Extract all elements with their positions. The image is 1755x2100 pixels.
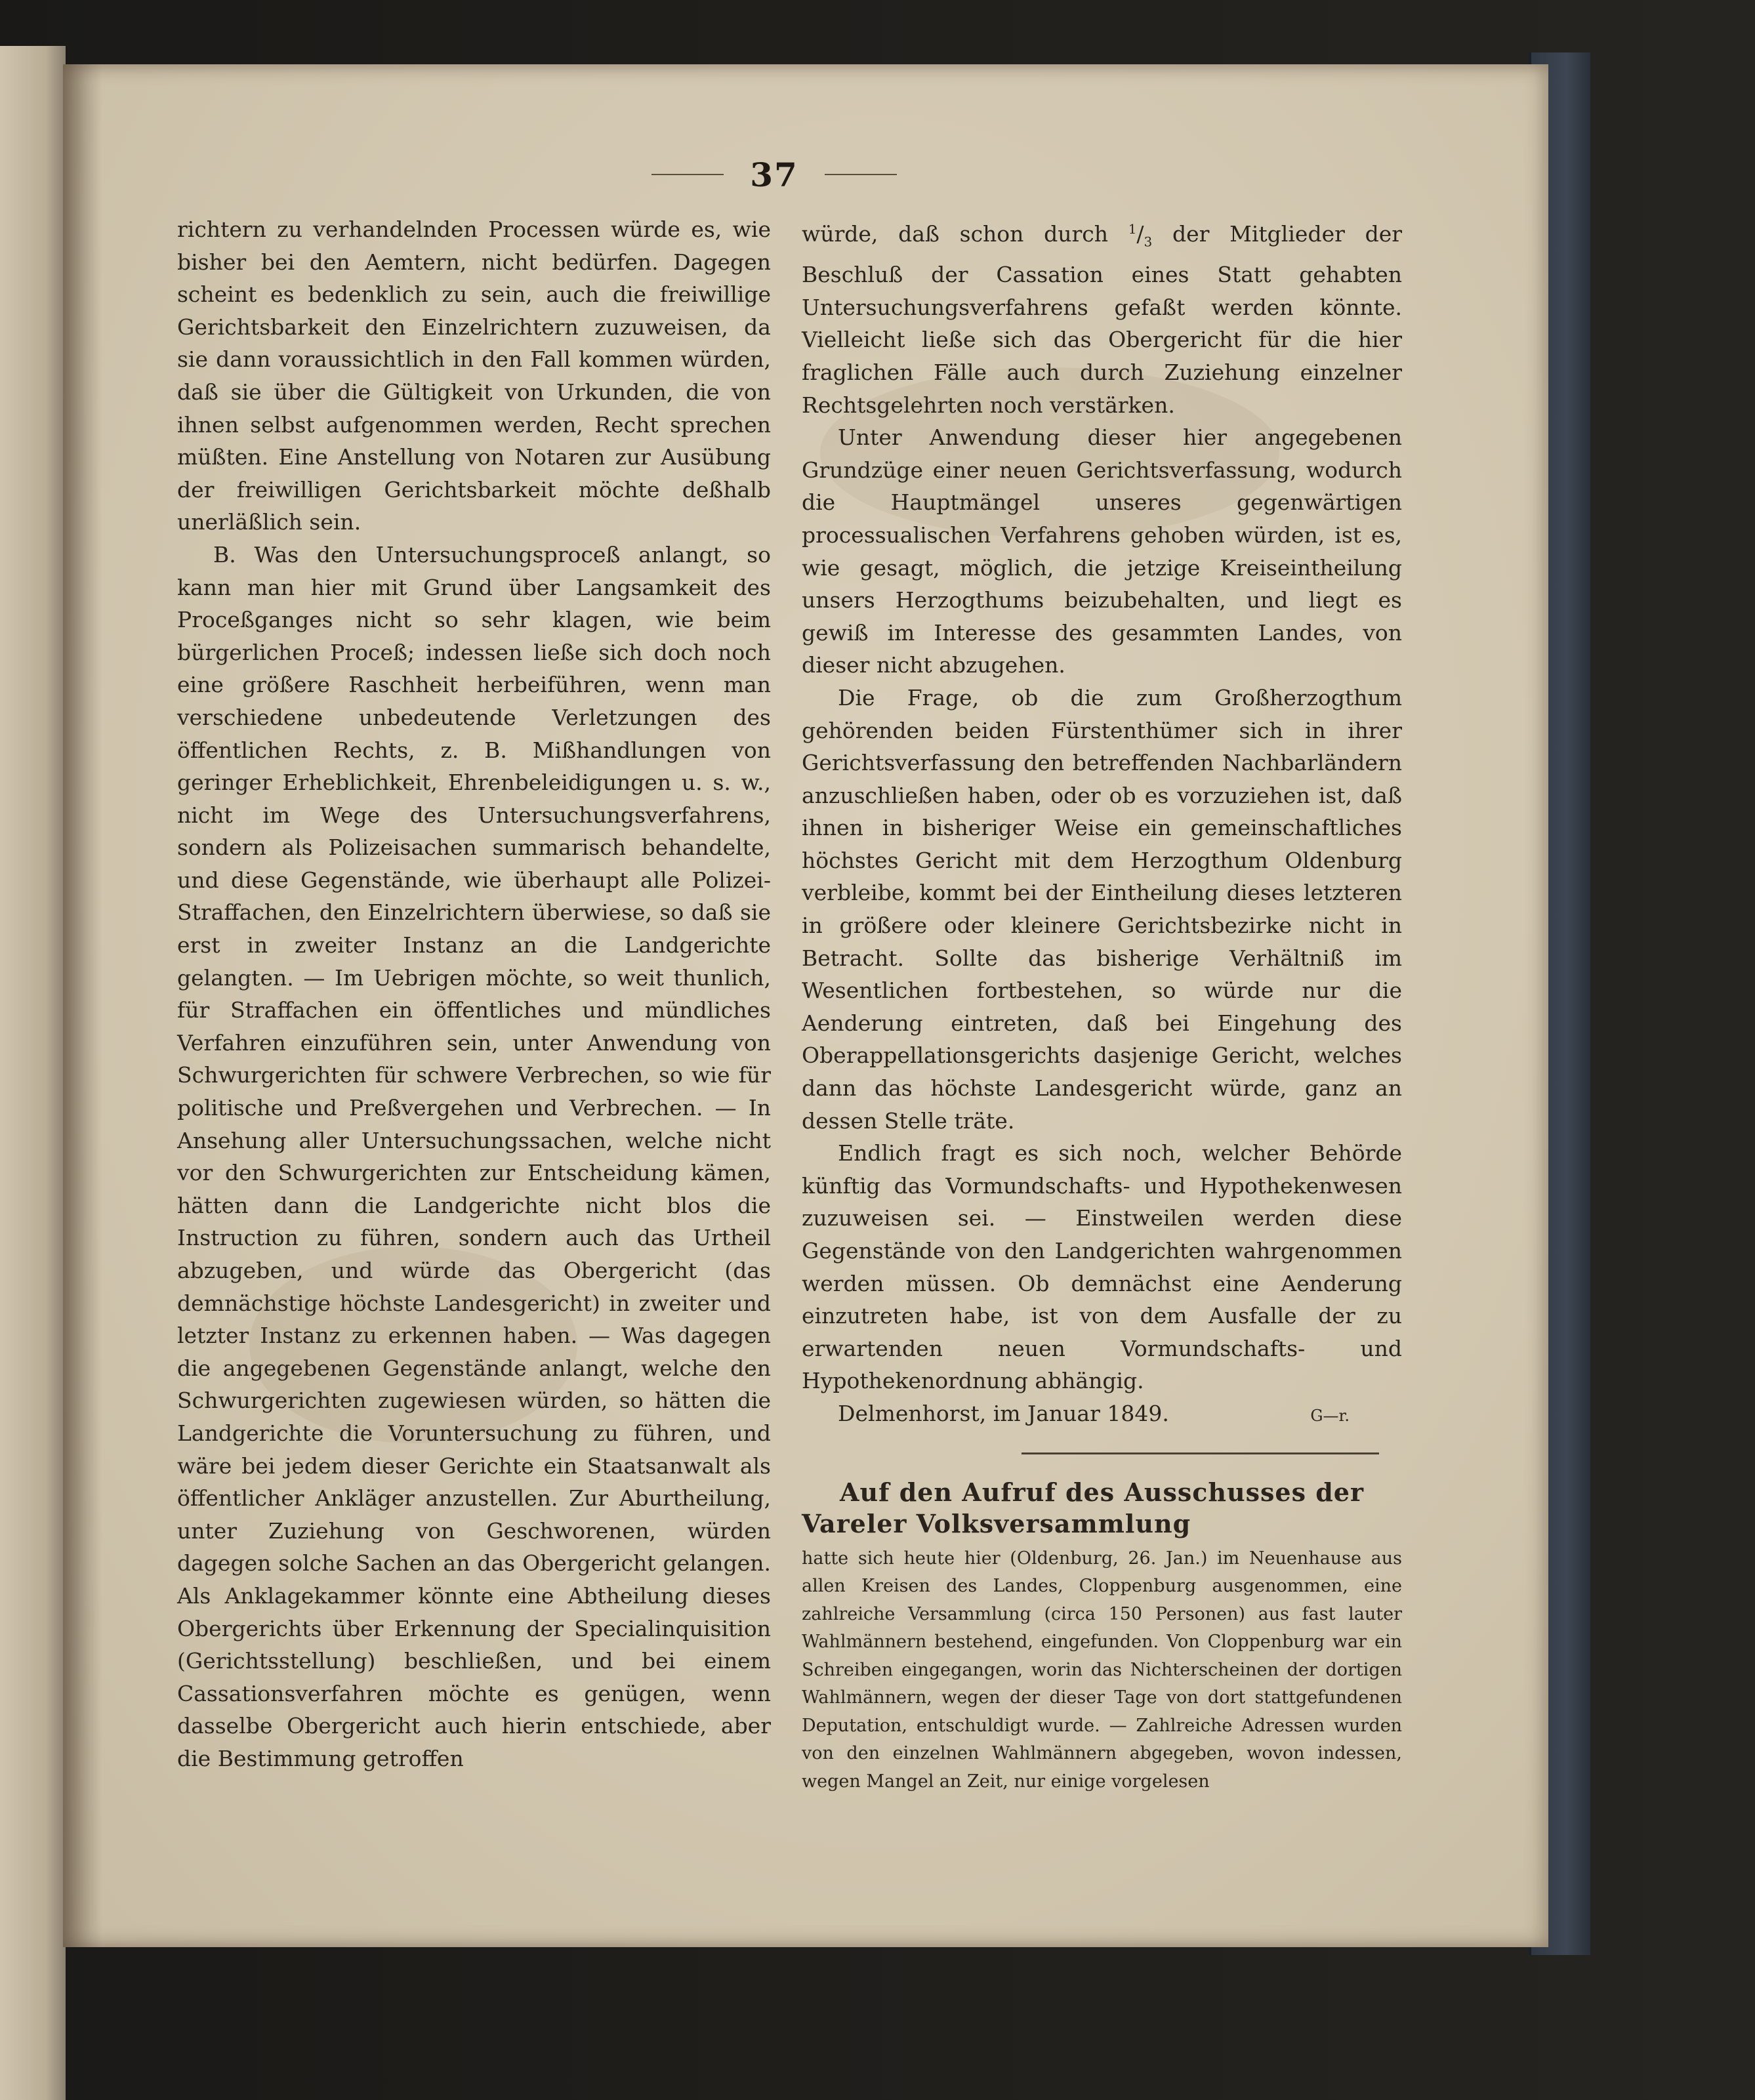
page-number: 37 [750,155,798,194]
signature-line [802,1397,1402,1433]
paragraph [802,213,1402,421]
left-column [177,213,771,1775]
article-heading: Auf den Aufruf des Ausschusses der Vareler Volksversammlung [802,1477,1364,1538]
header-rule-right [825,174,897,175]
text-run: der Mitglieder der Beschluß der Cassation eines Statt gehabten Untersuchungsverfahrens gefaßt werden könnte. Vielleicht ließe sich das Obergericht für die hier fraglichen Fälle auch durch Zuziehung einzelner Rechtsgelehrten noch verstärken. [802,221,1402,418]
paragraph: Die Frage, ob die zum Großherzogthum gehörenden beiden Fürstenthümer sich in ihrer Gerichtsverfassung den betreffenden Nachbarländern anzuschließen haben, oder ob es vorzuziehen ist, daß ihnen in bisheriger Weise ein gemeinschaftliches höchstes Gericht mit dem Herzogthum Oldenburg verbleibe, kommt bei der Eintheilung dieses letzteren in größere oder kleinere Gerichtsbezirke nicht in Betracht. Sollte das bisherige Verhältniß im Wesentlichen fortbestehen, so würde nur die Aenderung eintreten, daß bei Eingehung des Oberappellationsgerichts dasjenige Gericht, welches dann das höchste Landesgericht würde, ganz an dessen Stelle träte. [802,684,1402,1134]
text-run: würde, daß schon durch [802,221,1128,247]
right-column [802,213,1402,1796]
fraction-numerator: 1 [1128,221,1137,237]
paragraph: Endlich fragt es sich noch, welcher Behörde künftig das Vormundschafts- und Hypothekenwesen zuzuweisen sei. — Einstweilen werden diese Gegenstände von den Landgerichten wahrgenommen werden müssen. Ob demnächst eine Aenderung einzutreten habe, ist von dem Ausfalle der zu erwartenden neuen Vormundschafts- und Hypothekenordnung abhängig. [802,1140,1402,1394]
article-body: hatte sich heute hier (Oldenburg, 26. Jan.) im Neuenhause aus allen Kreisen des Landes, Cloppenburg ausgenommen, eine zahlreiche Versammlung (circa 150 Personen) aus fast lauter Wahlmännern bestehend, eingefunden. Von Cloppenburg war ein Schreiben eingegangen, worin das Nichterscheinen der dortigen Wahlmännern, wegen der dieser Tage von dort stattgefundenen Deputation, entschuldigt wurde. — Zahlreiche Adressen wurden von den einzelnen Wahlmännern abgegeben, wovon indessen, wegen Mangel an Zeit, nur einige vorgelesen [802,1548,1402,1792]
header-rule-left [651,174,724,175]
page-header [617,155,932,194]
paragraph: B. Was den Untersuchungsproceß anlangt, so kann man hier mit Grund über Langsamkeit des Proceßganges nicht so sehr klagen, wie beim bürgerlichen Proceß; indessen ließe sich doch noch eine größere Raschheit herbeiführen, wenn man verschiedene unbedeutende Verletzungen des öffentlichen Rechts, z. B. Mißhandlungen von geringer Erheblichkeit, Ehrenbeleidigungen u. s. w., nicht im Wege des Untersuchungsverfahrens, sondern als Polizeisachen summarisch behandelte, und diese Gegenstände, wie überhaupt alle Polizei-Straffachen, den Einzelrichtern überwiese, so daß sie erst in zweiter Instanz an die Landgerichte gelangten. — Im Uebrigen möchte, so weit thunlich, für Straffachen ein öffentliches und mündliches Verfahren einzuführen sein, unter Anwendung von Schwurgerichten für schwere Verbrechen, so wie für politische und Preßvergehen und Verbrechen. — In Ansehung aller Untersuchungssachen, welche nicht vor den Schwurgerichten zur Entscheidung kämen, hätten dann die Landgerichte nicht blos die Instruction zu führen, sondern auch das Urtheil abzugeben, und würde das Obergericht (das demnächstige höchste Landesgericht) in zweiter und letzter Instanz zu erkennen haben. — Was dagegen die angegebenen Gegenstände anlangt, welche den Schwurgerichten zugewiesen würden, so hätten die Landgerichte die Voruntersuchung zu führen, und wäre bei jedem dieser Gerichte ein Staatsanwalt als öffentlicher Ankläger anzustellen. Zur Aburtheilung, unter Zuziehung von Geschworenen, würden dagegen solche Sachen an das Obergericht gelangen. Als Anklagekammer könnte eine Abtheilung dieses Obergerichts über Erkennung der Specialinquisition (Gerichtsstellung) beschließen, und bei einem Cassationsverfahren möchte es genügen, wenn dasselbe Obergericht auch hierin entschiede, aber die Bestimmung getroffen [177,541,771,1771]
paragraph: Unter Anwendung dieser hier angegebenen Grundzüge einer neuen Gerichtsverfassung, wodurch die Hauptmängel unseres gegenwärtigen processualischen Verfahrens gehoben würden, ist es, wie gesagt, möglich, die jetzige Kreiseintheilung unsers Herzogthums beizubehalten, und liegt es gewiß im Interesse des gesammten Landes, von dieser nicht abzugehen. [802,424,1402,678]
gutter-shadow [63,64,102,1947]
fraction-denominator: 3 [1144,234,1153,250]
signature-initials: G—r. [1310,1406,1350,1425]
fraction: $^1/_3$ [1128,221,1153,250]
signature-place-date: Delmenhorst, im Januar 1849. [838,1400,1169,1426]
left-page-edge [0,46,66,2100]
paragraph: richtern zu verhandelnden Processen würde es, wie bisher bei den Aemtern, nicht bedürfen. Dagegen scheint es bedenklich zu sein, auch die freiwillige Gerichtsbarkeit den Einzelrichtern zuzuweisen, da sie dann voraussichtlich in den Fall kommen würden, daß sie über die Gültigkeit von Urkunden, die von ihnen selbst aufgenommen werden, Recht sprechen müßten. Eine Anstellung von Notaren zur Ausübung der freiwilligen Gerichtsbarkeit möchte deßhalb unerläßlich sein. [177,216,771,535]
section-separator [1022,1452,1379,1454]
